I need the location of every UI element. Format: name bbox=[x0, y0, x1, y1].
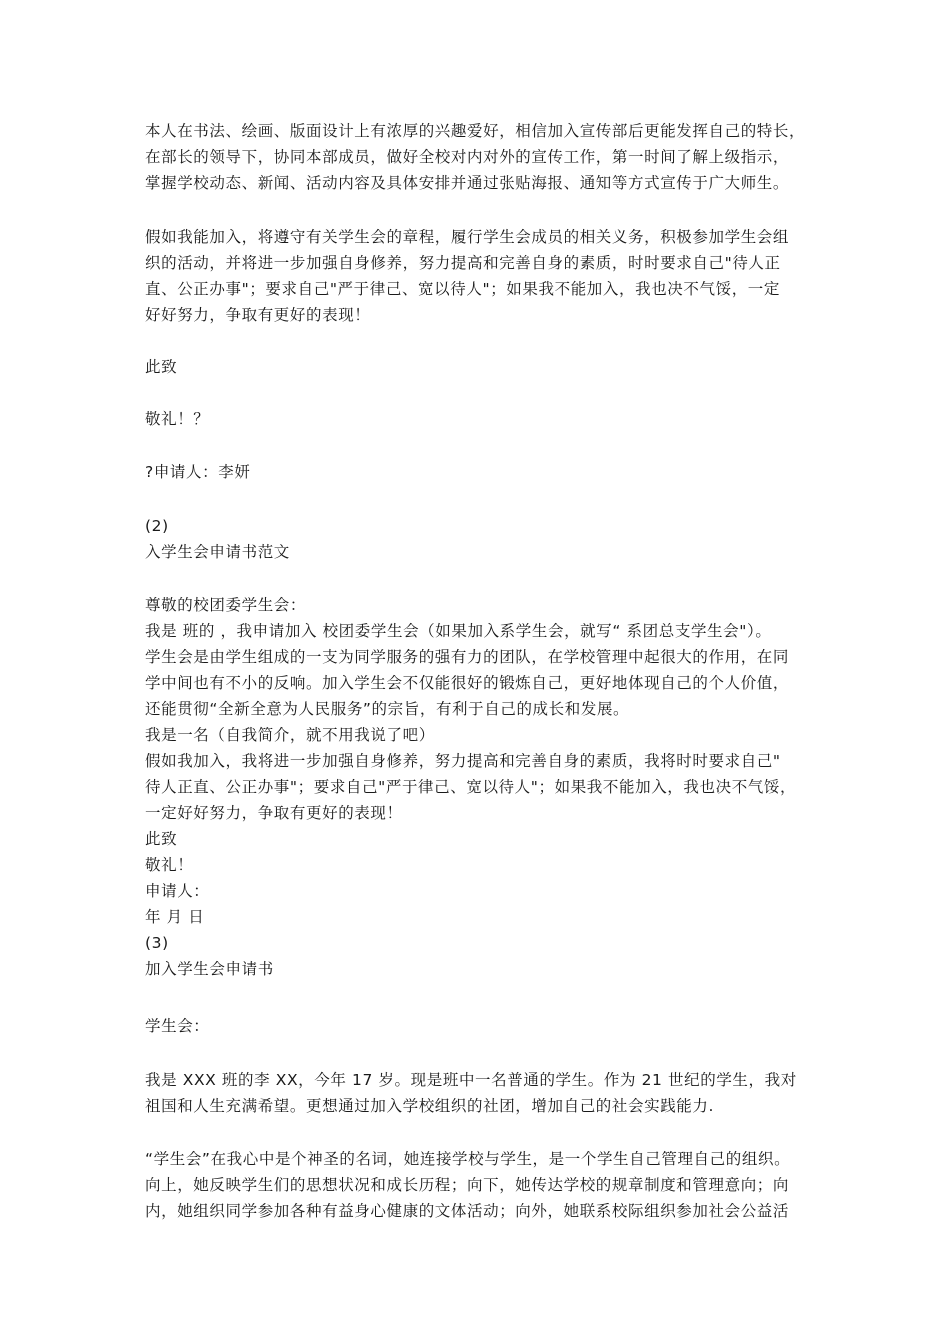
signature-line: ?申请人：李妍 bbox=[145, 463, 251, 481]
text-line: 在部长的领导下，协同本部成员，做好全校对内对外的宣传工作，第一时间了解上级指示， bbox=[145, 148, 790, 166]
text-line: 敬礼！ bbox=[145, 856, 194, 874]
text-line: 学生会是由学生组成的一支为同学服务的强有力的团队，在学校管理中起很大的作用，在同 bbox=[145, 648, 790, 666]
closing-line: 此致 bbox=[145, 358, 178, 376]
text-line: 我是 班的 ，我申请加入 校团委学生会（如果加入系学生会，就写“ 系团总支学生会"）。 bbox=[145, 622, 772, 640]
text-line: 还能贯彻“全新全意为人民服务”的宗旨，有利于自己的成长和发展。 bbox=[145, 700, 630, 718]
text-line: 此致 bbox=[145, 830, 178, 848]
text-line: 祖国和人生充满希望。更想通过加入学校组织的社团，增加自己的社会实践能力. bbox=[145, 1097, 715, 1115]
section-3-greeting: 学生会： bbox=[145, 1017, 210, 1035]
text-line: 好好努力，争取有更好的表现！ bbox=[145, 306, 371, 324]
text-line: 待人正直、公正办事"；要求自己"严于律己、宽以待人"；如果我不能加入，我也决不气馁， bbox=[145, 778, 797, 796]
text-line: 申请人： bbox=[145, 882, 210, 900]
section-2-heading bbox=[145, 513, 815, 565]
text-line: 我是一名（自我简介，就不用我说了吧） bbox=[145, 726, 435, 744]
text-line: 向上，她反映学生们的思想状况和成长历程；向下，她传达学校的规章制度和管理意向；向 bbox=[145, 1176, 790, 1194]
section-3-paragraph-1 bbox=[145, 1067, 815, 1119]
text-line: 内，她组织同学参加各种有益身心健康的文体活动；向外，她联系校际组织参加社会公益活 bbox=[145, 1202, 790, 1220]
section-2-body bbox=[145, 592, 815, 930]
section-number: (2) bbox=[145, 517, 169, 535]
text-line: 一定好好努力，争取有更好的表现！ bbox=[145, 804, 403, 822]
text-line: 尊敬的校团委学生会： bbox=[145, 596, 307, 614]
text-line: “学生会”在我心中是个神圣的名词，她连接学校与学生，是一个学生自己管理自己的组织。 bbox=[145, 1150, 791, 1168]
section-3-paragraph-2 bbox=[145, 1146, 815, 1224]
text-line: 我是 XXX 班的李 XX，今年 17 岁。现是班中一名普通的学生。作为 21 世纪的学生，我对 bbox=[145, 1071, 797, 1089]
text-line: 本人在书法、绘画、版面设计上有浓厚的兴趣爱好，相信加入宣传部后更能发挥自己的特长， bbox=[145, 122, 806, 140]
text-line: 学中间也有不小的反响。加入学生会不仅能很好的锻炼自己，更好地体现自己的个人价值， bbox=[145, 674, 790, 692]
text-line: 掌握学校动态、新闻、活动内容及具体安排并通过张贴海报、通知等方式宣传于广大师生。 bbox=[145, 174, 790, 192]
text-line: 假如我加入，我将进一步加强自身修养，努力提高和完善自身的素质，我将时时要求自己" bbox=[145, 752, 781, 770]
text-line: 直、公正办事"；要求自己"严于律己、宽以待人"；如果我不能加入，我也决不气馁，一定 bbox=[145, 280, 780, 298]
section-title: 加入学生会申请书 bbox=[145, 960, 274, 978]
intro-paragraph bbox=[145, 118, 815, 196]
salutation-line: 敬礼！？ bbox=[145, 410, 210, 428]
text-line: 年 月 日 bbox=[145, 908, 205, 926]
section-number: (3) bbox=[145, 934, 169, 952]
text-line: 织的活动，并将进一步加强自身修养，努力提高和完善自身的素质，时时要求自己"待人正 bbox=[145, 254, 781, 272]
text-line: 假如我能加入，将遵守有关学生会的章程，履行学生会成员的相关义务，积极参加学生会组 bbox=[145, 228, 790, 246]
pledge-paragraph bbox=[145, 224, 815, 328]
section-title: 入学生会申请书范文 bbox=[145, 543, 290, 561]
section-3-heading bbox=[145, 930, 815, 982]
